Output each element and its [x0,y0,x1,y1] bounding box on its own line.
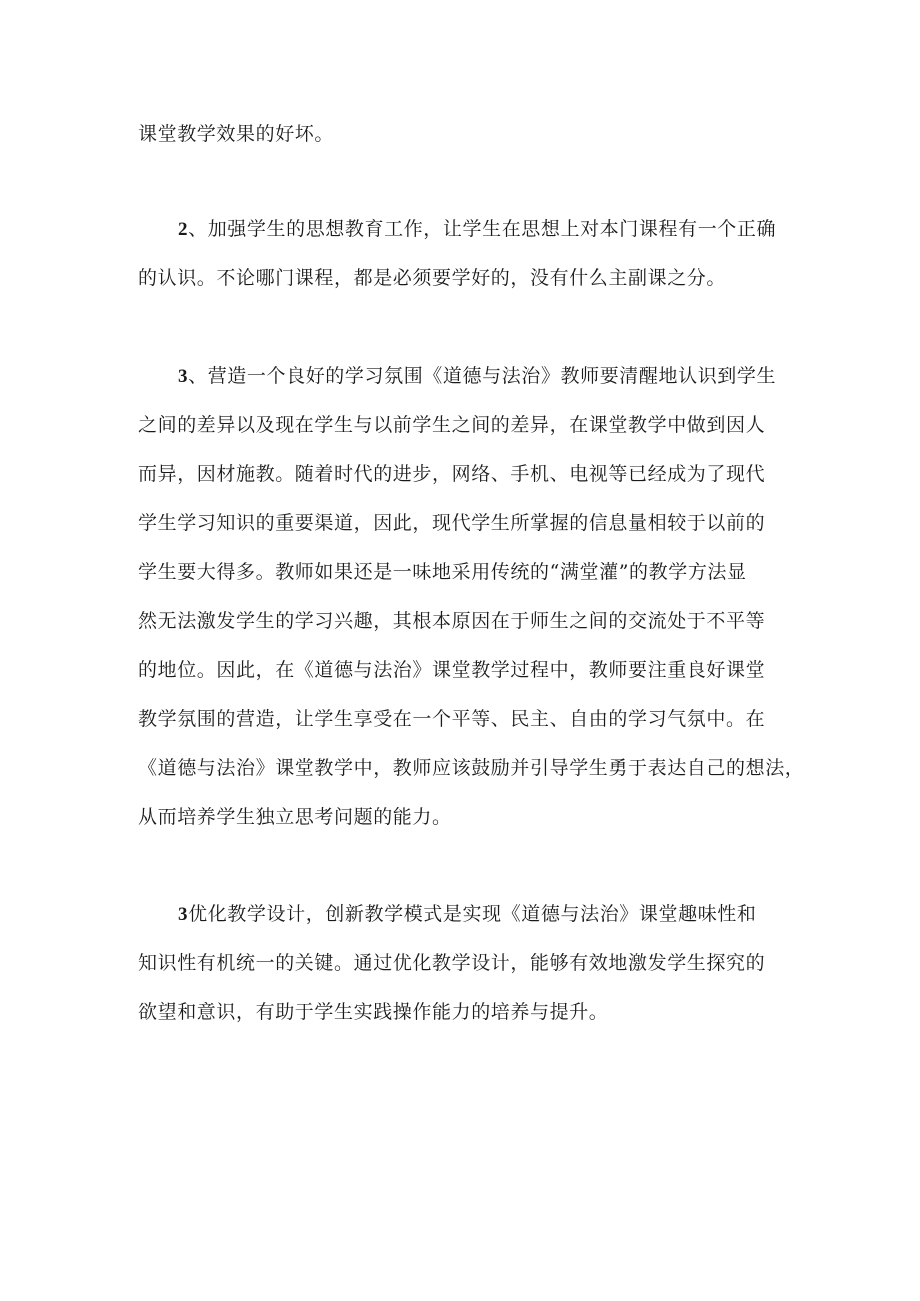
paragraph-3-line-2: 之间的差异以及现在学生与以前学生之间的差异，在课堂教学中做到因人 [138,414,766,436]
paragraph-3-line-4: 学生学习知识的重要渠道，因此，现代学生所掌握的信息量相较于以前的 [138,512,766,534]
paragraph-2-line-2: 的认识。不论哪门课程，都是必须要学好的，没有什么主副课之分。 [138,267,727,289]
paragraph-3-line-7: 的地位。因此，在《道德与法治》课堂教学过程中，教师要注重良好课堂 [138,659,766,681]
paragraph-4-line-2: 知识性有机统一的关键。通过优化教学设计，能够有效地激发学生探究的 [138,952,766,974]
paragraph-3-line-3: 而异，因材施教。随着时代的进步，网络、手机、电视等已经成为了现代 [138,463,766,485]
paragraph-3-line-8: 教学氛围的营造，让学生享受在一个平等、民主、自由的学习气氛中。在 [138,708,766,730]
paragraph-1-line-1: 课堂教学效果的好坏。 [138,123,335,145]
paragraph-3-line-10: 从而培养学生独立思考问题的能力。 [138,806,452,828]
paragraph-4-line-1: 3优化教学设计，创新教学模式是实现《道德与法治》课堂趣味性和 [178,903,757,925]
paragraph-3-line-6: 然无法激发学生的学习兴趣，其根本原因在于师生之间的交流处于不平等 [138,610,766,632]
paragraph-4-number: 3 [178,904,189,925]
paragraph-4-line-3: 欲望和意识，有助于学生实践操作能力的培养与提升。 [138,1001,609,1023]
paragraph-2-number: 2 [178,219,189,240]
paragraph-2-line-1: 2、加强学生的思想教育工作，让学生在思想上对本门课程有一个正确 [178,218,777,240]
paragraph-3-line-1: 3、营造一个良好的学习氛围《道德与法治》教师要清醒地认识到学生 [178,365,777,387]
paragraph-3-number: 3 [178,366,189,387]
paragraph-3-line-9: 《道德与法治》课堂教学中，教师应该鼓励并引导学生勇于表达自己的想法， [138,757,805,779]
paragraph-3-line-5: 学生要大得多。教师如果还是一味地采用传统的“满堂灌”的教学方法显 [138,561,747,583]
